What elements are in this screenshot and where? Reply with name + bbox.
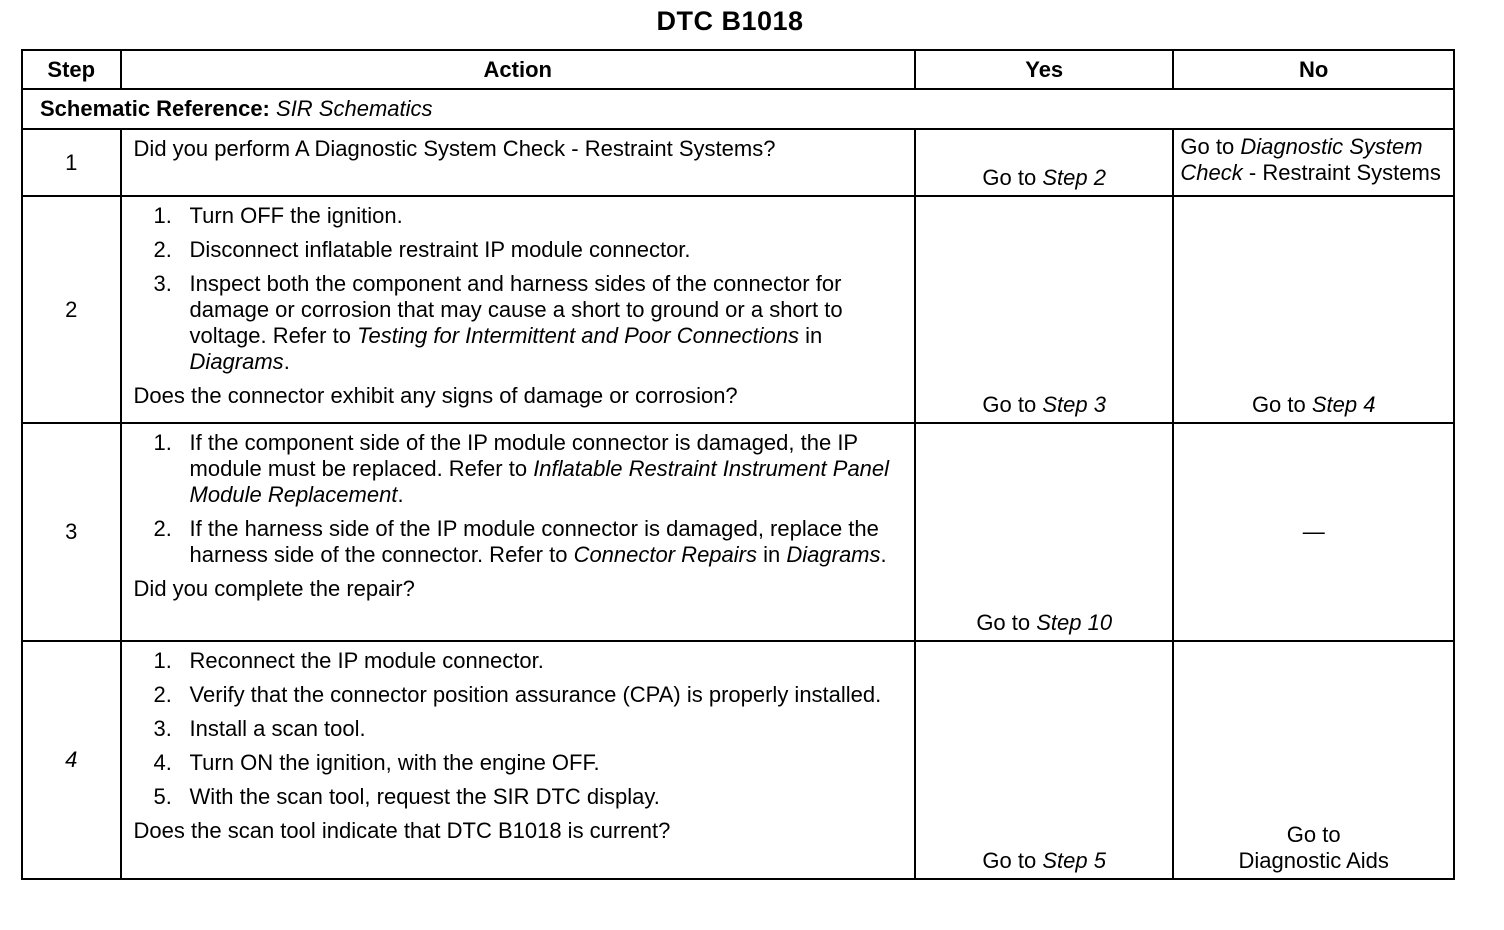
step-number: 2 [22, 196, 121, 423]
yes-link[interactable]: Step 10 [1036, 610, 1113, 635]
item-number: 2. [153, 237, 172, 262]
item-number: 2. [153, 516, 172, 541]
action-cell [121, 423, 915, 641]
schematic-reference [22, 89, 1454, 129]
item-text: . [397, 482, 404, 507]
item-number: 4. [153, 750, 172, 775]
list-item [134, 750, 904, 776]
list-item [134, 784, 904, 810]
reference-link[interactable]: Inflatable Restraint Instrument Panel Module Replacement [189, 456, 890, 507]
table-row [22, 196, 1454, 423]
item-text: in [805, 323, 823, 348]
yes-cell [915, 423, 1173, 641]
item-number: 1. [153, 648, 172, 673]
schematic-link[interactable]: SIR Schematics [276, 96, 433, 121]
item-number: 2. [153, 682, 172, 707]
list-item [134, 716, 904, 742]
no-cell [1173, 423, 1454, 641]
list-item [134, 516, 904, 568]
action-cell [121, 196, 915, 423]
no-prefix: Go to [1251, 392, 1306, 417]
no-link[interactable]: Diagnostic System [1240, 134, 1423, 159]
diagnostic-table [21, 49, 1455, 880]
no-link-cont[interactable]: Check [1180, 160, 1243, 185]
yes-prefix: Go to [982, 848, 1037, 873]
no-link[interactable]: Step 4 [1311, 392, 1376, 417]
no-link[interactable]: Diagnostic Aids [1238, 848, 1389, 873]
table-row [22, 641, 1454, 879]
reference-link[interactable]: Connector Repairs [573, 542, 757, 567]
item-text: Turn OFF the ignition. [189, 203, 403, 228]
list-item [134, 430, 904, 508]
no-cell [1173, 129, 1454, 196]
header-action: Action [121, 50, 915, 89]
item-text: If the harness side of the IP module connector is damaged, replace the harness side of the connector. Refer to [189, 516, 879, 567]
yes-prefix: Go to [982, 165, 1037, 190]
reference-link[interactable]: Diagrams [189, 349, 284, 374]
list-item [134, 648, 904, 674]
substep-list [134, 430, 904, 568]
item-number: 1. [153, 203, 172, 228]
header-yes: Yes [915, 50, 1173, 89]
step-question: Did you complete the repair? [133, 576, 415, 601]
step-question: Did you perform A Diagnostic System Check - Restraint Systems? [133, 136, 776, 161]
no-cell [1173, 196, 1454, 423]
yes-link[interactable]: Step 3 [1042, 392, 1106, 417]
step-number: 3 [22, 423, 121, 641]
item-text: Install a scan tool. [189, 716, 366, 741]
step-question: Does the connector exhibit any signs of damage or corrosion? [133, 383, 738, 408]
item-number: 3. [153, 716, 172, 741]
item-number: 3. [153, 271, 172, 296]
header-no: No [1173, 50, 1454, 89]
item-text: If the component side of the IP module connector is damaged, the IP module must be replaced. Refer to [189, 430, 858, 481]
item-number: 5. [153, 784, 172, 809]
header-row [22, 50, 1454, 89]
item-text: Reconnect the IP module connector. [189, 648, 544, 673]
action-cell [121, 129, 915, 196]
yes-cell [915, 129, 1173, 196]
no-prefix: Go to [1286, 822, 1341, 847]
schematic-row [22, 89, 1454, 129]
item-text: in [763, 542, 781, 567]
substep-list [134, 203, 904, 375]
no-dash: — [1302, 519, 1325, 544]
action-cell [121, 641, 915, 879]
page-title: DTC B1018 [656, 6, 804, 36]
reference-link[interactable]: Diagrams [786, 542, 881, 567]
yes-cell [915, 641, 1173, 879]
step-number: 1 [22, 129, 121, 196]
header-step: Step [22, 50, 121, 89]
item-text: Turn ON the ignition, with the engine OFF. [189, 750, 600, 775]
schematic-label: Schematic Reference: [40, 96, 270, 121]
yes-prefix: Go to [982, 392, 1037, 417]
item-number: 1. [153, 430, 172, 455]
list-item [134, 682, 904, 708]
item-text: . [283, 349, 290, 374]
item-text: Verify that the connector position assurance (CPA) is properly installed. [189, 682, 882, 707]
step-question: Does the scan tool indicate that DTC B1018 is current? [133, 818, 671, 843]
no-suffix: - Restraint Systems [1248, 160, 1441, 185]
item-text: . [880, 542, 887, 567]
list-item [134, 203, 904, 229]
table-row [22, 129, 1454, 196]
item-text: Inspect both the component and harness sides of the connector for damage or corrosion that may cause a short to ground or a short to voltage. Refer to [189, 271, 843, 348]
no-cell [1173, 641, 1454, 879]
table-row [22, 423, 1454, 641]
item-text: Disconnect inflatable restraint IP module connector. [189, 237, 691, 262]
list-item [134, 237, 904, 263]
reference-link[interactable]: Testing for Intermittent and Poor Connections [357, 323, 799, 348]
step-number: 4 [22, 641, 121, 879]
yes-link[interactable]: Step 5 [1042, 848, 1106, 873]
no-prefix: Go to [1180, 134, 1235, 159]
item-text: With the scan tool, request the SIR DTC display. [189, 784, 660, 809]
yes-link[interactable]: Step 2 [1042, 165, 1106, 190]
yes-prefix: Go to [976, 610, 1031, 635]
list-item [134, 271, 904, 375]
yes-cell [915, 196, 1173, 423]
substep-list [134, 648, 904, 810]
